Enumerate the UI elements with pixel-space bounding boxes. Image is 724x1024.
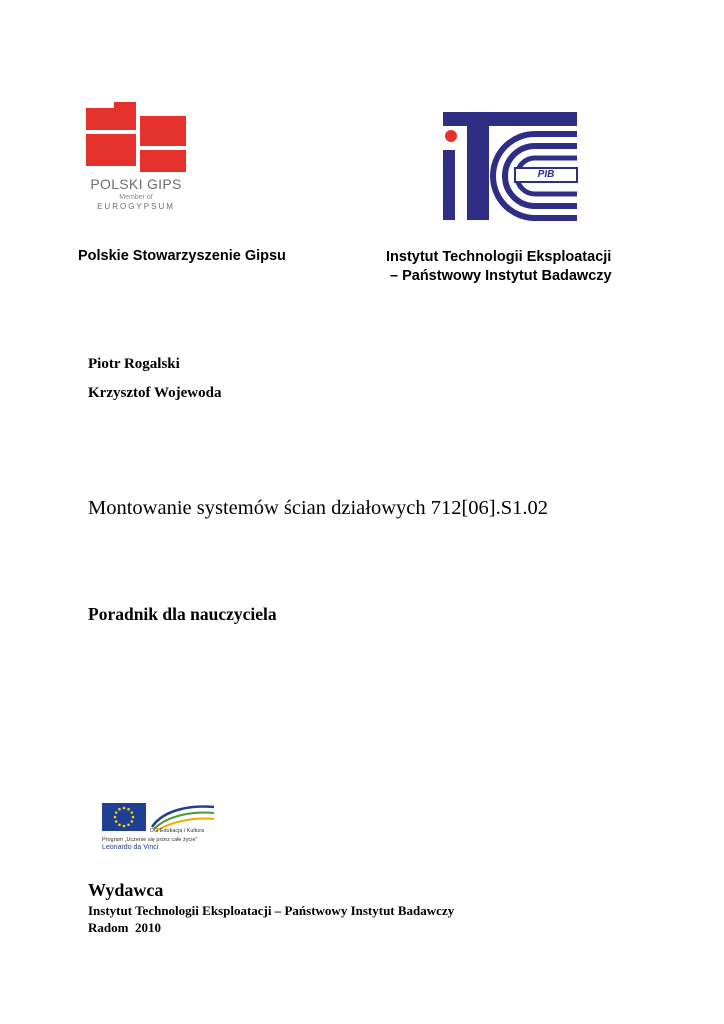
document-subtitle: Poradnik dla nauczyciela [88,604,277,624]
logo-eurogypsum-text: EUROGYPSUM [97,202,175,211]
publisher-place-year: Radom 2010 [88,920,161,935]
logo-square [86,134,136,166]
document-title: Montowanie systemów ścian działowych 712[06].S1.02 [88,497,549,519]
eu-program-line1: DG Edukacja i Kultura [150,828,205,834]
author-name: Krzysztof Wojewoda [88,385,222,401]
eu-program-line2: Program „Uczenie się przez całe życie” [102,837,198,843]
polski-gips-logo [84,100,194,215]
ite-logo-graphic [443,112,579,222]
eu-leonardo-logo [102,801,218,853]
logo-member-text: Member of [119,194,153,201]
ite-badge-text: PIB [537,169,555,180]
organization-left: Polskie Stowarzyszenie Gipsu [78,248,286,264]
eu-program-name: Leonardo da Vinci [102,844,159,851]
logo-square [140,116,186,146]
logo-square [86,108,136,130]
organization-right [386,248,612,286]
publisher-label: Wydawca [88,880,164,900]
organization-right-line2: – Państwowy Instytut Badawczy [390,268,612,284]
ite-logo [443,112,579,222]
logo-square [114,102,136,110]
logo-square [140,150,186,172]
author-name: Piotr Rogalski [88,356,180,372]
logo-title: POLSKI GIPS [90,176,182,192]
publisher-name: Instytut Technologii Eksploatacji – Państwowy Instytut Badawczy [88,903,455,918]
organization-right-line1: Instytut Technologii Eksploatacji [386,249,612,265]
